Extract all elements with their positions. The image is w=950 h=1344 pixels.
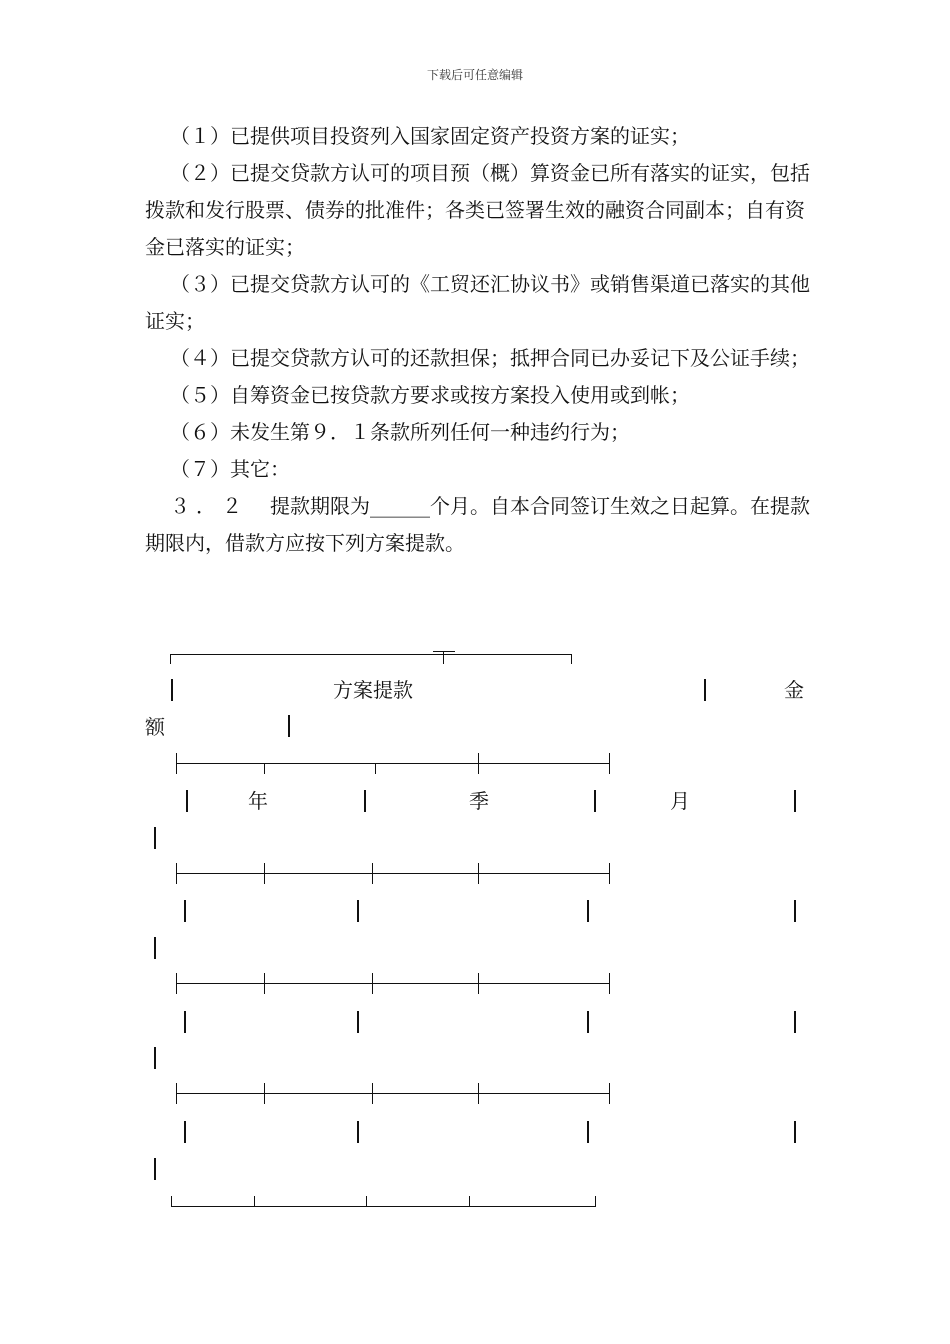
table-header-right-1: 金 <box>784 678 804 702</box>
table-junction <box>264 763 265 774</box>
table-vline <box>794 1011 796 1033</box>
table-vline <box>587 900 589 922</box>
table-col-month: 月 <box>670 789 690 813</box>
table-vline <box>357 1121 359 1143</box>
table-vline <box>587 1011 589 1033</box>
table-row-separator <box>176 873 610 874</box>
paragraph-1: （１）已提供项目投资列入国家固定资产投资方案的证实； <box>170 124 690 148</box>
table-junction <box>176 753 177 774</box>
table-row-separator <box>176 763 610 764</box>
table-junction <box>176 973 177 994</box>
paragraph-5: （５）自筹资金已按贷款方要求或按方案投入使用或到帐； <box>170 383 690 407</box>
table-col-year: 年 <box>248 789 268 813</box>
table-vline <box>704 679 706 701</box>
table-junction <box>372 863 373 884</box>
table-vline <box>794 1121 796 1143</box>
table-vline <box>794 900 796 922</box>
table-junction <box>366 1196 367 1207</box>
table-row-separator <box>176 1093 610 1094</box>
table-vline <box>154 937 156 959</box>
table-vline <box>184 900 186 922</box>
table-vline <box>594 790 596 812</box>
table-junction <box>264 863 265 884</box>
section-text-before: 提款期限为 <box>270 494 370 518</box>
table-junction <box>443 651 444 664</box>
table-vline <box>171 679 173 701</box>
paragraph-6: （６）未发生第９．１条款所列任何一种违约行为； <box>170 420 630 444</box>
table-corner <box>595 1196 596 1207</box>
table-col-quarter: 季 <box>469 789 489 813</box>
table-vline <box>186 790 188 812</box>
table-vline <box>154 1158 156 1180</box>
table-junction <box>254 1196 255 1207</box>
table-corner <box>171 1196 172 1207</box>
table-vline <box>794 790 796 812</box>
paragraph-3: （３）已提交贷款方认可的《工贸还汇协议书》或销售渠道已落实的其他证实； <box>145 272 810 333</box>
table-junction <box>375 763 376 774</box>
table-header-left: 方案提款 <box>333 678 413 702</box>
table-junction <box>609 863 610 884</box>
table-corner <box>170 654 171 664</box>
table-junction <box>433 651 455 652</box>
section-number: ３．２ <box>170 494 248 518</box>
table-junction <box>176 1083 177 1104</box>
table-row-separator <box>176 983 610 984</box>
paragraph-7: （７）其它： <box>170 457 290 481</box>
table-vline <box>288 715 290 737</box>
table-vline <box>357 1011 359 1033</box>
table-vline <box>357 900 359 922</box>
table-corner <box>571 654 572 664</box>
paragraph-2: （２）已提交贷款方认可的项目预（概）算资金已所有落实的证实，包括拨款和发行股票、债券的批准件；各类已签署生效的融资合同副本；自有资金已落实的证实； <box>145 161 810 259</box>
table-junction <box>478 753 479 774</box>
table-junction <box>478 973 479 994</box>
page-header: 下载后可任意编辑 <box>426 68 523 82</box>
table-junction <box>478 1083 479 1104</box>
table-top-border <box>170 654 572 655</box>
table-junction <box>609 973 610 994</box>
table-vline <box>364 790 366 812</box>
section-blank: ______ <box>370 494 430 518</box>
table-junction <box>609 753 610 774</box>
table-junction <box>176 863 177 884</box>
section-text-after: 个月。自本合同签订生效之日起算。在提款期限内，借款方应按下列方案提款。 <box>145 494 810 555</box>
paragraph-4: （４）已提交贷款方认可的还款担保；抵押合同已办妥记下及公证手续； <box>170 346 810 370</box>
table-junction <box>372 1083 373 1104</box>
table-vline <box>184 1121 186 1143</box>
table-junction <box>609 1083 610 1104</box>
table-bottom-border <box>171 1206 596 1207</box>
table-vline <box>184 1011 186 1033</box>
table-vline <box>154 827 156 849</box>
table-header-right-2: 额 <box>145 715 165 739</box>
table-junction <box>478 863 479 884</box>
table-junction <box>372 973 373 994</box>
table-junction <box>264 973 265 994</box>
table-vline <box>154 1047 156 1069</box>
table-vline <box>587 1121 589 1143</box>
table-junction <box>469 1196 470 1207</box>
table-junction <box>264 1083 265 1104</box>
